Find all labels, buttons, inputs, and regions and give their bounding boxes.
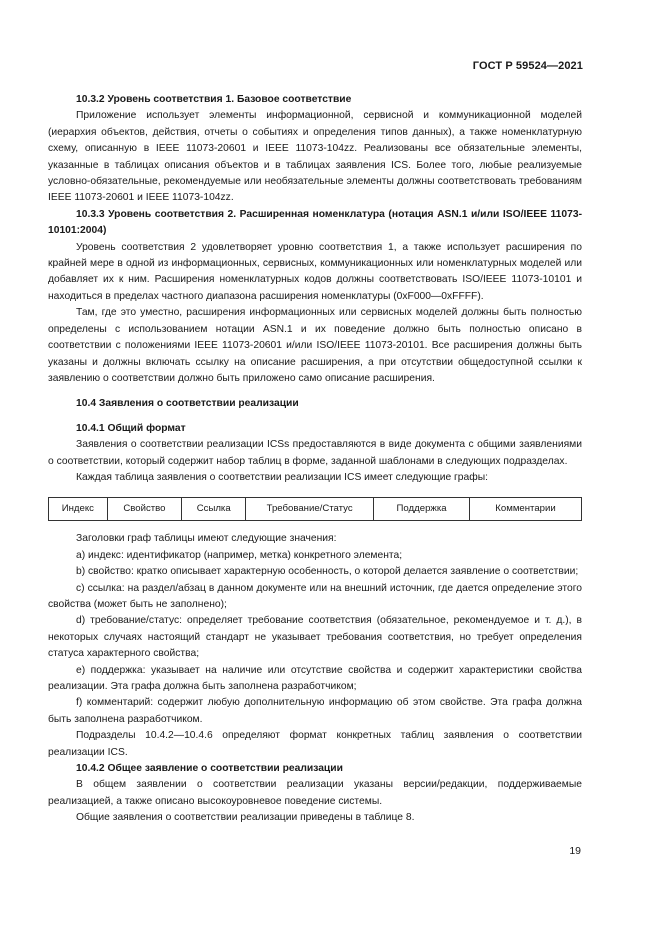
paragraph: Приложение использует элементы информационной, сервисной и коммуникационной моделей (иерархия объектов, действия, отчеты о событиях и определения типов данных), а также номенклатурную схему, описанную в IEEE 11073-20601 и IEEE 11073-104zz. Реализованы все обязательные элементы, указанные в таблицах описания объектов и в таблицах заявления ICS. Более того, любые реализуемые условно-обязательные, рекомендуемые или необязательные элементы должны соответствовать требованиям IEEE 11073-20601 и IEEE 11073-104zz. — [48, 110, 582, 204]
paragraph: Заявления о соответствии реализации ICSs предоставляются в виде документа с общими заявлениями о соответствии, который содержит набор таблиц в форме, заданной шаблонами в следующих подразделах. — [48, 439, 582, 467]
table-row — [49, 498, 582, 521]
table-cell-requirement-status: Требование/Статус — [246, 498, 374, 521]
list-item: e) поддержка: указывает на наличие или отсутствие свойства и содержит характеристики свойства реализации. Эта графа должна быть заполнена разработчиком; — [48, 664, 582, 692]
list-item: d) требование/статус: определяет требование соответствия (обязательное, рекомендуемое и т. д.), в некоторых случаях настоящий стандарт не указывает требования соответствия, но требует определения статуса характерного свойства; — [48, 615, 582, 660]
list-item: c) ссылка: на раздел/абзац в данном документе или на внешний источник, где дается определение этого свойства (может быть не заполнено); — [48, 582, 582, 610]
list-item: b) свойство: кратко описывает характерную особенность, о которой делается заявление о соответствии; — [76, 566, 579, 578]
table-cell-reference: Ссылка — [182, 498, 246, 521]
paragraph: Каждая таблица заявления о соответствии реализации ICS имеет следующие графы: — [76, 471, 488, 483]
section-heading-10-4: 10.4 Заявления о соответствии реализации — [76, 398, 299, 410]
page-number: 19 — [569, 845, 581, 857]
paragraph: Подразделы 10.4.2—10.4.6 определяют формат конкретных таблиц заявления о соответствии реализации ICS. — [48, 730, 582, 758]
paragraph: Заголовки граф таблицы имеют следующие значения: — [76, 533, 337, 545]
table-cell-property: Свойство — [107, 498, 182, 521]
paragraph: Там, где это уместно, расширения информационных или сервисных моделей должны быть полностью определены с использованием нотации ASN.1 и их поведение должно быть полностью описано в соответствии с положениями IEEE 11073-20601 и/или ISO/IEEE 11073-20101. Все расширения должны быть указаны и должны включать ссылку на описание расширения, а при отсутствии общедоступной ссылки к заявлению о соответствии должно быть приложено само описание расширения. — [48, 307, 582, 384]
section-heading-10-4-1: 10.4.1 Общий формат — [76, 422, 186, 434]
table-cell-comments: Комментарии — [470, 498, 582, 521]
section-heading-10-4-2: 10.4.2 Общее заявление о соответствии реализации — [76, 763, 343, 775]
paragraph: Общие заявления о соответствии реализации приведены в таблице 8. — [76, 812, 415, 824]
section-heading-10-3-3: 10.3.3 Уровень соответствия 2. Расширенная номенклатура (нотация ASN.1 и/или ISO/IEEE 11073-10101:2004) — [48, 208, 582, 237]
paragraph: Уровень соответствия 2 удовлетворяет уровню соответствия 1, а также использует расширения по крайней мере в одной из информационных, сервисных, коммуникационных или номенклатурных моделей или добавляет их к ним. Расширения номенклатурных кодов должны соответствовать ISO/IEEE 11073-10101 и находиться в пределах частного диапазона расширения номенклатуры (0xF000—0xFFFF). — [48, 241, 582, 302]
document-standard-header: ГОСТ Р 59524—2021 — [472, 60, 583, 72]
paragraph: В общем заявлении о соответствии реализации указаны версии/редакции, поддерживаемые реализацией, а также описано высокоуровневое поведение системы. — [48, 779, 582, 807]
table-cell-index: Индекс — [49, 498, 108, 521]
document-body — [48, 92, 582, 827]
list-item: f) комментарий: содержит любую дополнительную информацию об этом свойстве. Эта графа должна быть заполнена разработчиком. — [48, 697, 582, 725]
ics-columns-table — [48, 497, 582, 521]
list-item: a) индекс: идентификатор (например, метка) конкретного элемента; — [76, 549, 403, 561]
table-cell-support: Поддержка — [374, 498, 470, 521]
section-heading-10-3-2: 10.3.2 Уровень соответствия 1. Базовое соответствие — [76, 94, 352, 105]
